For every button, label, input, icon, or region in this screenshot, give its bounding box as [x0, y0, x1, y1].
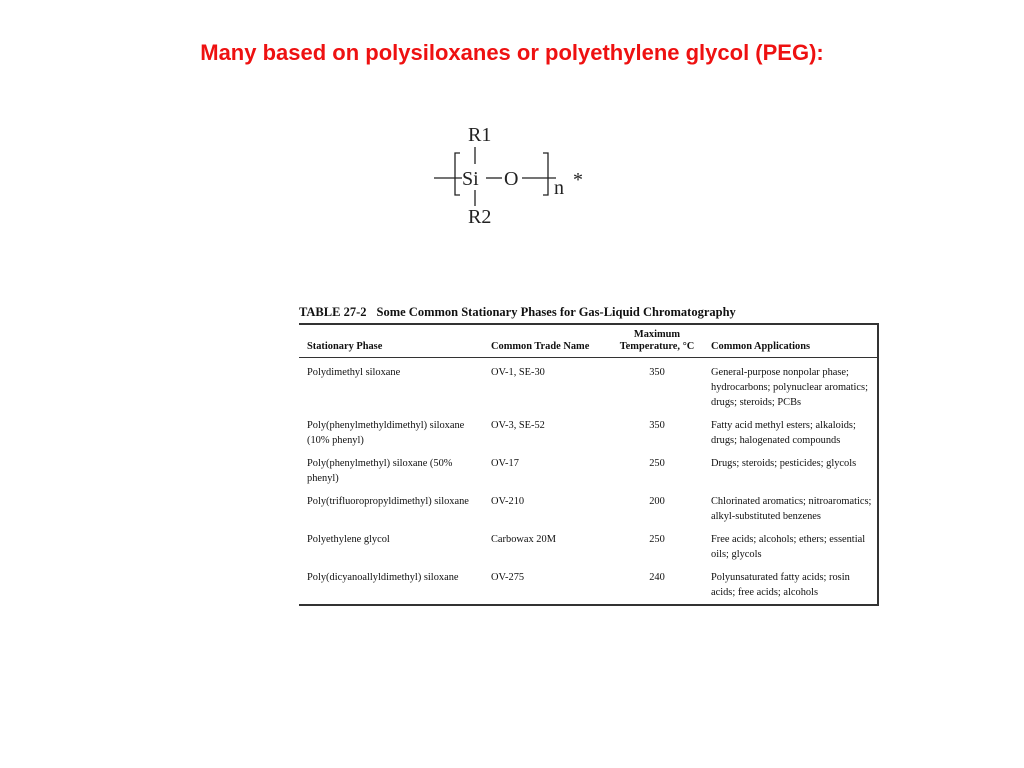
table-caption: [299, 305, 879, 323]
polysiloxane-structure: [428, 116, 598, 234]
cell-applications: Free acids; alcohols; ethers; essential oils; glycols: [711, 534, 866, 560]
structure-si-label: Si: [462, 168, 479, 190]
header-max-temperature: Maximum Temperature, °C: [619, 329, 695, 352]
cell-temperature: 240: [649, 572, 665, 583]
header-applications: Common Applications: [711, 341, 811, 352]
cell-applications: Fatty acid methyl esters; alkaloids; drugs; halogenated compounds: [711, 420, 856, 446]
cell-trade-name: OV-210: [491, 496, 525, 507]
cell-applications: Polyunsaturated fatty acids; rosin acids; free acids; alcohols: [711, 572, 850, 598]
cell-phase: Polydimethyl siloxane: [307, 367, 401, 378]
cell-temperature: 250: [649, 534, 665, 545]
table-row: [299, 414, 877, 452]
table-row: [299, 566, 877, 604]
data-table: [299, 325, 877, 604]
cell-temperature: 350: [649, 367, 665, 378]
header-stationary-phase: Stationary Phase: [307, 341, 383, 352]
table-row: [299, 452, 877, 490]
cell-trade-name: Carbowax 20M: [491, 534, 556, 545]
structure-r2-label: R2: [468, 206, 492, 228]
structure-diagram: [428, 116, 598, 234]
structure-repeat-label: n: [554, 177, 564, 199]
table-frame: [299, 323, 879, 606]
cell-phase: Polyethylene glycol: [307, 534, 390, 545]
table-caption-label: TABLE 27-2: [299, 305, 367, 319]
cell-trade-name: OV-17: [491, 458, 519, 469]
slide-title: Many based on polysiloxanes or polyethylene glycol (PEG):: [200, 40, 824, 65]
structure-o-label: O: [504, 168, 519, 190]
structure-bracket-right: [543, 153, 548, 195]
structure-bracket-left: [455, 153, 460, 195]
cell-trade-name: OV-1, SE-30: [491, 367, 545, 378]
cell-trade-name: OV-275: [491, 572, 525, 583]
cell-phase: Poly(phenylmethyl) siloxane (50% phenyl): [307, 458, 453, 484]
cell-applications: General-purpose nonpolar phase; hydrocarbons; polynuclear aromatics; drugs; steroids; PCBs: [711, 367, 868, 408]
stationary-phase-table: [299, 305, 879, 606]
cell-phase: Poly(phenylmethyldimethyl) siloxane (10% phenyl): [307, 420, 465, 446]
cell-trade-name: OV-3, SE-52: [491, 420, 545, 431]
table-header-row: [299, 325, 877, 358]
cell-phase: Poly(trifluoropropyldimethyl) siloxane: [307, 496, 469, 507]
cell-temperature: 350: [649, 420, 665, 431]
cell-phase: Poly(dicyanoallyldimethyl) siloxane: [307, 572, 459, 583]
table-row: [299, 528, 877, 566]
table-caption-text: Some Common Stationary Phases for Gas-Liquid Chromatography: [376, 305, 736, 319]
structure-end-mark: *: [573, 169, 583, 191]
structure-r1-label: R1: [468, 124, 492, 146]
header-trade-name: Common Trade Name: [491, 341, 590, 352]
cell-temperature: 250: [649, 458, 665, 469]
cell-applications: Drugs; steroids; pesticides; glycols: [711, 458, 857, 469]
cell-applications: Chlorinated aromatics; nitroaromatics; alkyl-substituted benzenes: [711, 496, 872, 522]
table-row: [299, 358, 877, 415]
cell-temperature: 200: [649, 496, 665, 507]
table-row: [299, 490, 877, 528]
